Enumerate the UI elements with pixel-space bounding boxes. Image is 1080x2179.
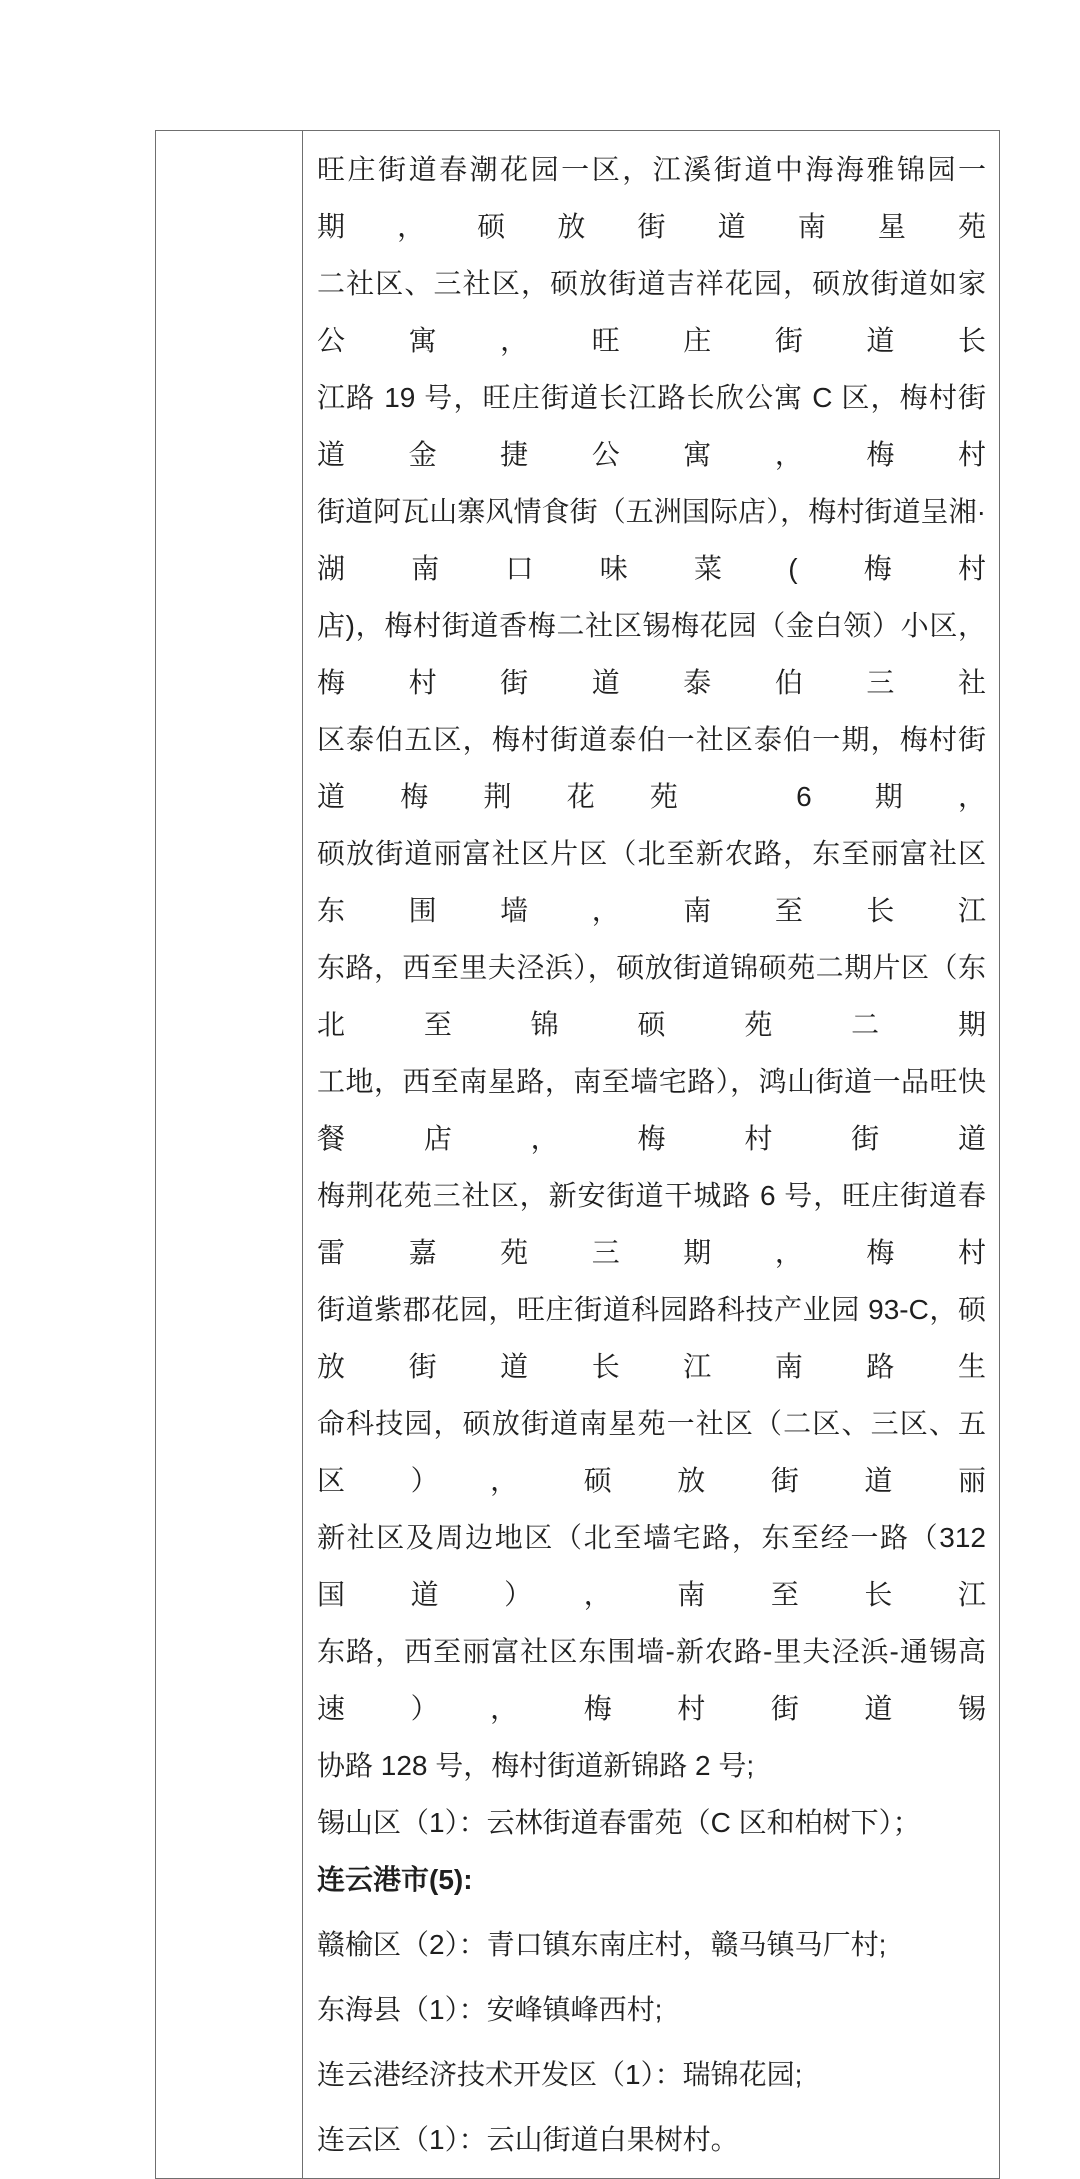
- district-entry-xishan: 锡山区（1）：云林街道春雷苑（C 区和柏树下）；: [317, 1807, 921, 1838]
- table-cell-area-list: [303, 131, 999, 2178]
- paragraph-line: 街道阿瓦山寨风情食街（五洲国际店），梅村街道呈湘·湖南口味菜(梅村: [317, 496, 986, 584]
- paragraph-line: 旺庄街道春潮花园一区，江溪街道中海海雅锦园一期，硕放街道南星苑: [317, 154, 986, 242]
- paragraph-line: 工地，西至南星路，南至墙宅路），鸿山街道一品旺快餐店，梅村街道: [317, 1066, 986, 1154]
- district-entry-ganyu: 赣榆区（2）：青口镇东南庄村，赣马镇马厂村;: [317, 1929, 887, 1960]
- paragraph-line: 东路，西至里夫泾浜），硕放街道锦硕苑二期片区（东北至锦硕苑二期: [317, 952, 986, 1040]
- document-table: [155, 130, 1000, 2179]
- paragraph-line: 新社区及周边地区（北至墙宅路，东至经一路（312 国道），南至长江: [317, 1522, 986, 1610]
- paragraph-line: 街道紫郡花园，旺庄街道科园路科技产业园 93-C，硕放街道长江南路生: [317, 1294, 986, 1382]
- paragraph-line: 店)，梅村街道香梅二社区锡梅花园（金白领）小区，梅村街道泰伯三社: [317, 610, 986, 698]
- paragraph-line: 梅荆花苑三社区，新安街道干城路 6 号，旺庄街道春雷嘉苑三期，梅村: [317, 1180, 986, 1268]
- table-cell-empty-label-column: [156, 131, 303, 2178]
- paragraph-line: 江路 19 号，旺庄街道长江路长欣公寓 C 区，梅村街道金捷公寓，梅村: [317, 382, 986, 470]
- area-list-paragraph: [317, 141, 986, 1794]
- paragraph-line: 命科技园，硕放街道南星苑一社区（二区、三区、五区），硕放街道丽: [317, 1408, 986, 1496]
- paragraph-line: 东路，西至丽富社区东围墙-新农路-里夫泾浜-通锡高速），梅村街道锡: [317, 1636, 986, 1724]
- district-entry-lianyun: 连云区（1）：云山街道白果树村。: [317, 2124, 739, 2155]
- paragraph-line: 协路 128 号，梅村街道新锦路 2 号;: [317, 1750, 755, 1781]
- paragraph-line: 硕放街道丽富社区片区（北至新农路，东至丽富社区东围墙，南至长江: [317, 838, 986, 926]
- paragraph-line: 二社区、三社区，硕放街道吉祥花园，硕放街道如家公寓，旺庄街道长: [317, 268, 986, 356]
- city-heading-lianyungang: 连云港市(5):: [317, 1864, 473, 1895]
- district-entry-lyg-development-zone: 连云港经济技术开发区（1）：瑞锦花园;: [317, 2059, 803, 2090]
- district-entry-donghai: 东海县（1）：安峰镇峰西村;: [317, 1994, 663, 2025]
- paragraph-line: 区泰伯五区，梅村街道泰伯一社区泰伯一期，梅村街道梅荆花苑 6 期，: [317, 724, 986, 812]
